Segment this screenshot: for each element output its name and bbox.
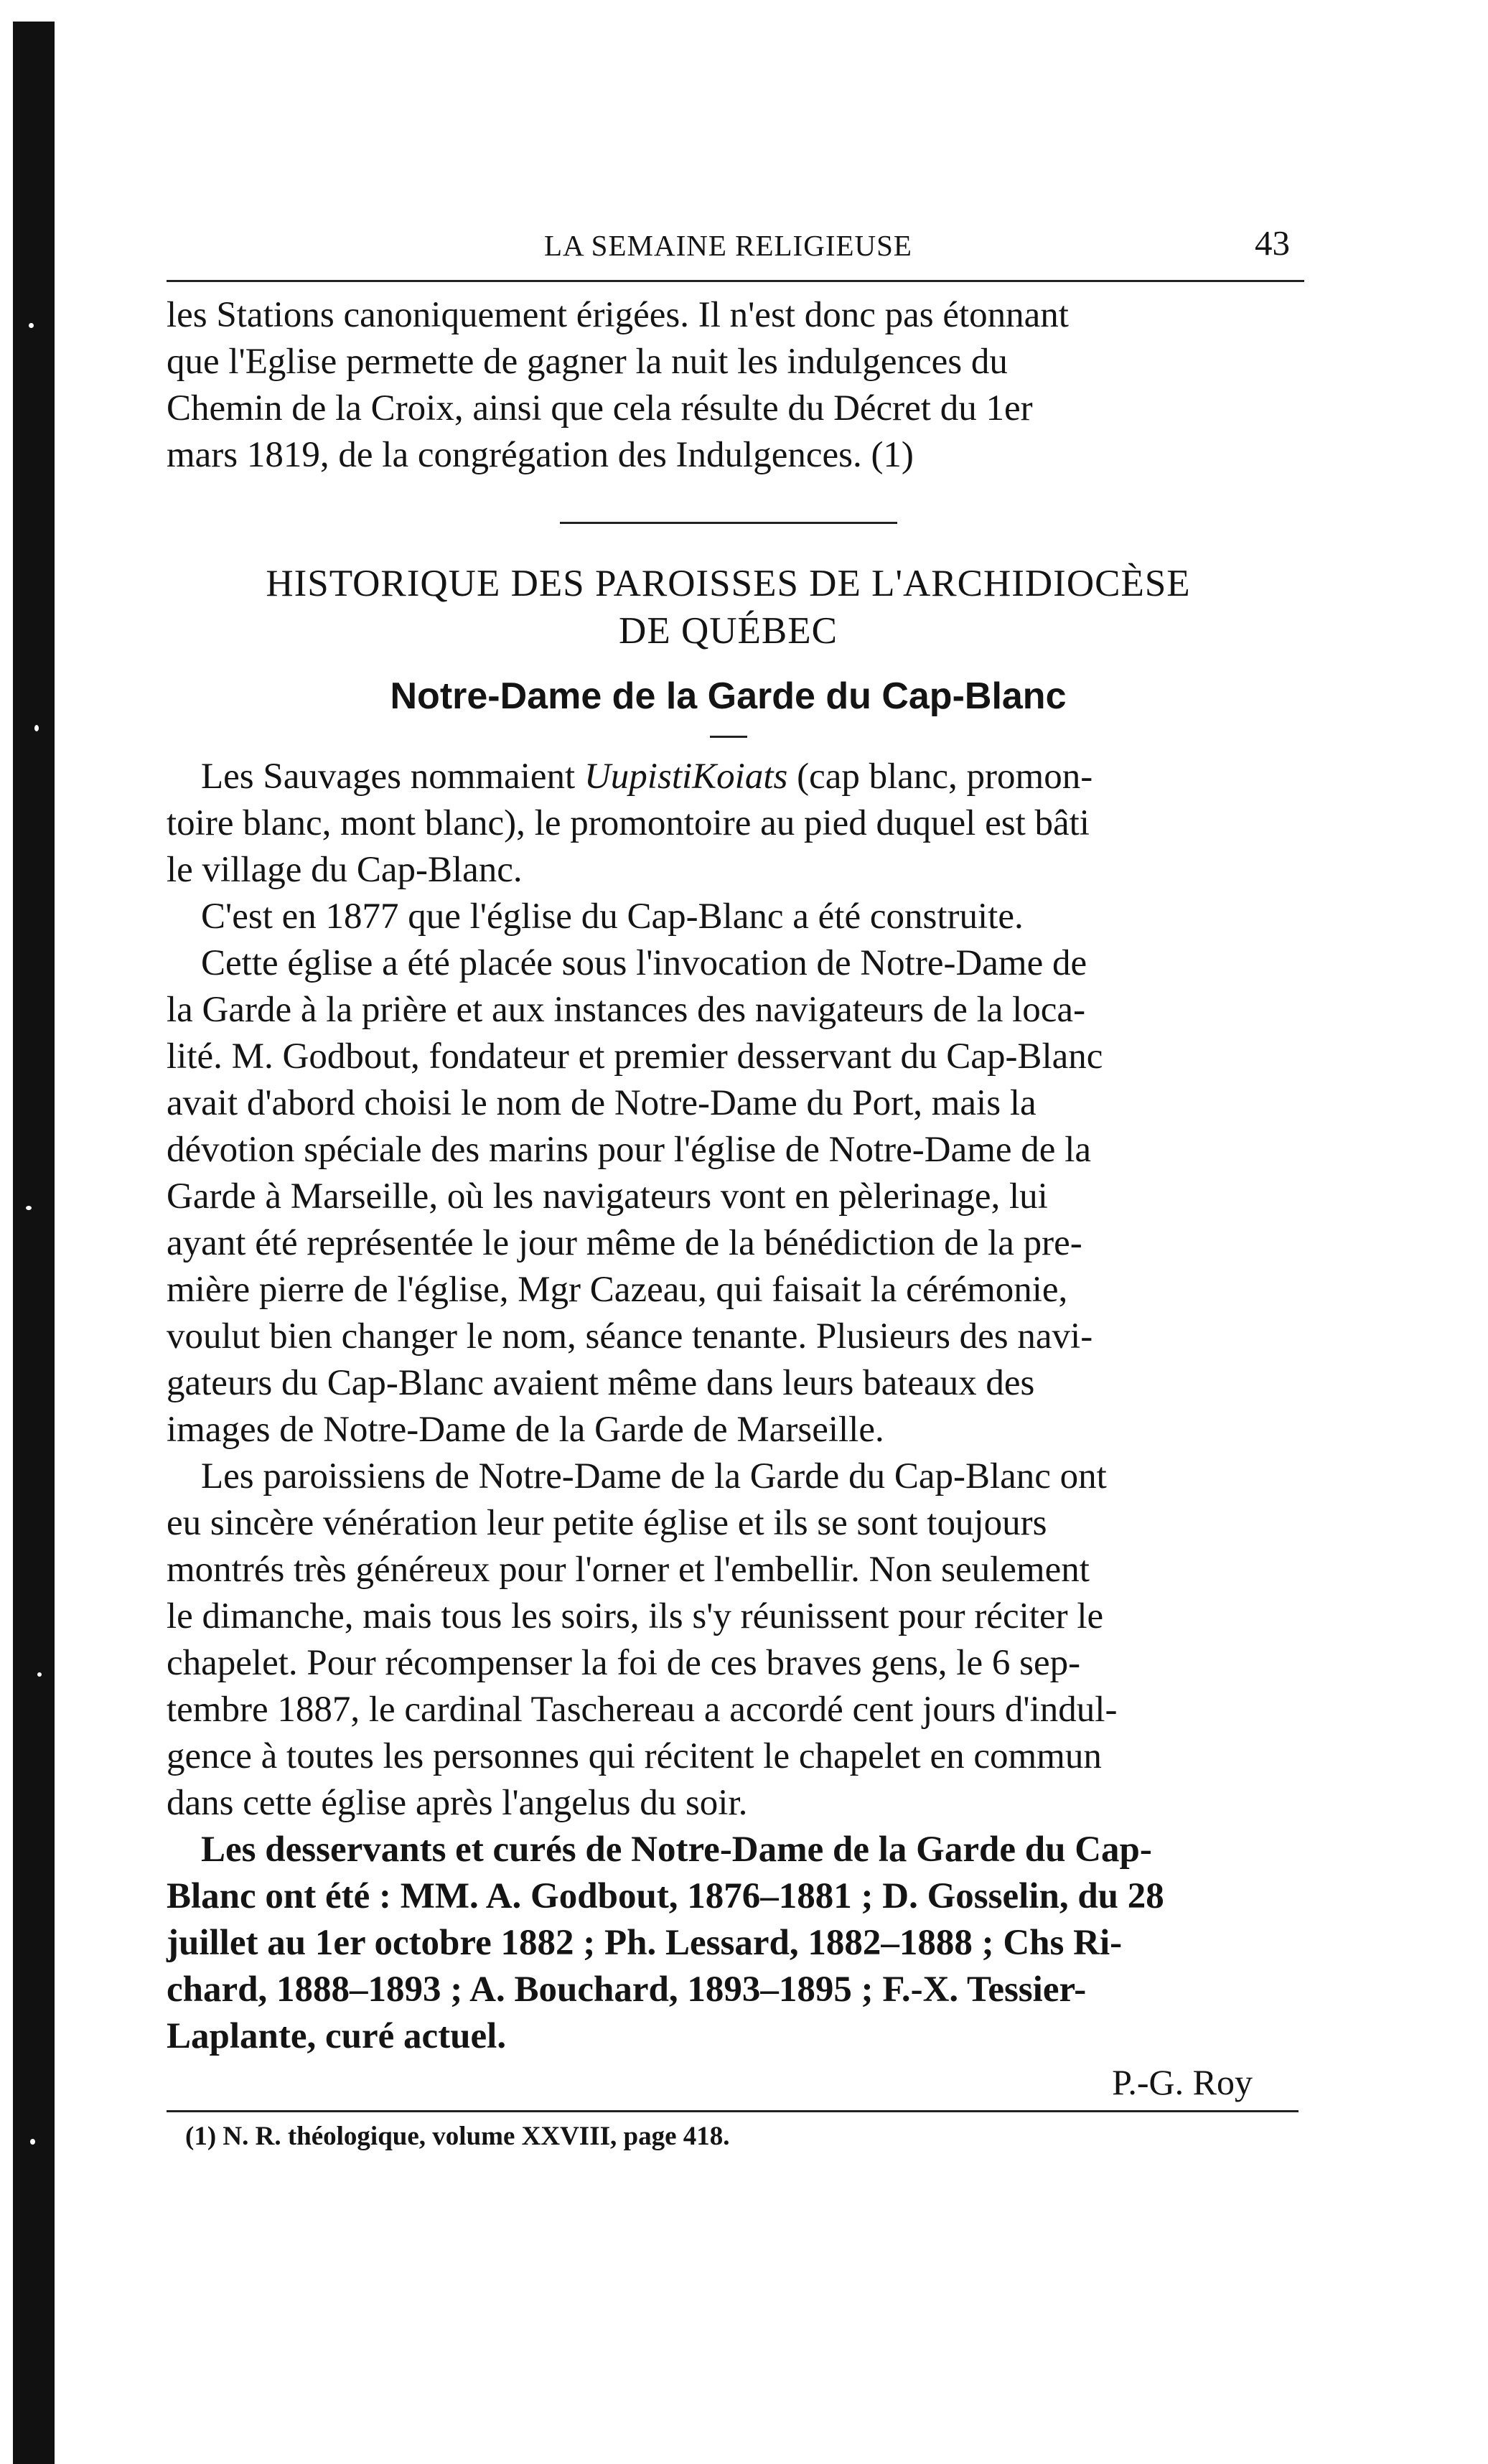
article-title bbox=[167, 560, 1290, 655]
page-content bbox=[167, 215, 1290, 2152]
paragraph-4 bbox=[167, 1453, 1290, 1827]
intro-paragraph bbox=[167, 292, 1290, 479]
author-signature: P.-G. Roy bbox=[1112, 2062, 1253, 2102]
text-line: lité. M. Godbout, fondateur et premier desservant du Cap-Blanc bbox=[167, 1036, 1103, 1077]
text-line: tembre 1887, le cardinal Taschereau a accordé cent jours d'indul- bbox=[167, 1690, 1118, 1730]
text-line: voulut bien changer le nom, séance tenante. Plusieurs des navi- bbox=[167, 1316, 1093, 1357]
article-title-line: DE QUÉBEC bbox=[619, 610, 838, 652]
text-line: gence à toutes les personnes qui récitent le chapelet en commun bbox=[167, 1736, 1102, 1776]
text-line: juillet au 1er octobre 1882 ; Ph. Lessard, 1882–1888 ; Chs Ri- bbox=[167, 1923, 1123, 1963]
section-divider bbox=[560, 522, 897, 524]
article-title-line: HISTORIQUE DES PAROISSES DE L'ARCHIDIOCÈSE bbox=[266, 563, 1191, 604]
text-line: Les paroissiens de Notre-Dame de la Garde du Cap-Blanc ont bbox=[201, 1456, 1107, 1496]
text-line: mars 1819, de la congrégation des Indulgences. (1) bbox=[167, 435, 914, 475]
edge-speck bbox=[37, 1672, 42, 1677]
text-line: Chemin de la Croix, ainsi que cela résulte du Décret du 1er bbox=[167, 388, 1033, 428]
text-line: eu sincère vénération leur petite église et ils se sont toujours bbox=[167, 1503, 1047, 1543]
text-line: dévotion spéciale des marins pour l'église de Notre-Dame de la bbox=[167, 1130, 1091, 1170]
footnote: (1) N. R. théologique, volume XXVIII, page 418. bbox=[185, 2122, 730, 2151]
text-line bbox=[167, 754, 1290, 800]
text-line: la Garde à la prière et aux instances des navigateurs de la loca- bbox=[167, 990, 1086, 1030]
edge-speck bbox=[26, 1206, 32, 1210]
text-line: le dimanche, mais tous les soirs, ils s'y réunissent pour réciter le bbox=[167, 1596, 1104, 1636]
subtitle-dash bbox=[710, 736, 747, 738]
edge-speck bbox=[30, 2139, 35, 2145]
text-line: chard, 1888–1893 ; A. Bouchard, 1893–1895 ; F.-X. Tessier- bbox=[167, 1969, 1087, 2010]
text-line: Cette église a été placée sous l'invocation de Notre-Dame de bbox=[201, 943, 1087, 983]
native-name: UupistiKoiats bbox=[584, 756, 788, 797]
text-run: Les Sauvages nommaient bbox=[201, 756, 584, 797]
text-line: chapelet. Pour récompenser la foi de ces braves gens, le 6 sep- bbox=[167, 1643, 1081, 1683]
text-line: le village du Cap-Blanc. bbox=[167, 850, 523, 890]
text-line: dans cette église après l'angelus du soir. bbox=[167, 1783, 748, 1823]
text-line: images de Notre-Dame de la Garde de Marseille. bbox=[167, 1410, 884, 1450]
text-line: ayant été représentée le jour même de la bénédiction de la pre- bbox=[167, 1223, 1082, 1263]
text-line: mière pierre de l'église, Mgr Cazeau, qui faisait la cérémonie, bbox=[167, 1270, 1068, 1310]
paragraph-1 bbox=[167, 754, 1290, 894]
paragraph-2: C'est en 1877 que l'église du Cap-Blanc a été construite. bbox=[201, 896, 1024, 937]
running-title: LA SEMAINE RELIGIEUSE bbox=[544, 229, 912, 262]
paragraph-3 bbox=[167, 940, 1290, 1453]
edge-speck bbox=[34, 725, 39, 731]
paragraph-5 bbox=[167, 1827, 1290, 2060]
text-line: les Stations canoniquement érigées. Il n'est donc pas étonnant bbox=[167, 295, 1069, 335]
text-line: gateurs du Cap-Blanc avaient même dans leurs bateaux des bbox=[167, 1363, 1035, 1403]
page-number: 43 bbox=[1255, 223, 1290, 263]
text-line: avait d'abord choisi le nom de Notre-Dame du Port, mais la bbox=[167, 1083, 1037, 1123]
scanned-page-edge bbox=[13, 22, 55, 2464]
header-rule bbox=[167, 280, 1304, 282]
text-line: que l'Eglise permette de gagner la nuit les indulgences du bbox=[167, 342, 1008, 382]
text-line: montrés très généreux pour l'orner et l'embellir. Non seulement bbox=[167, 1550, 1090, 1590]
text-line: Garde à Marseille, où les navigateurs vont en pèlerinage, lui bbox=[167, 1176, 1048, 1217]
article-subtitle: Notre-Dame de la Garde du Cap-Blanc bbox=[390, 675, 1067, 717]
text-run: (cap blanc, promon- bbox=[787, 756, 1093, 797]
text-line: Laplante, curé actuel. bbox=[167, 2016, 507, 2056]
text-line: toire blanc, mont blanc), le promontoire au pied duquel est bâti bbox=[167, 803, 1090, 843]
edge-speck bbox=[29, 323, 34, 328]
running-header bbox=[167, 215, 1290, 280]
text-line: Les desservants et curés de Notre-Dame de la Garde du Cap- bbox=[201, 1830, 1152, 1870]
footnote-rule bbox=[167, 2110, 1299, 2112]
text-line: Blanc ont été : MM. A. Godbout, 1876–1881 ; D. Gosselin, du 28 bbox=[167, 1876, 1164, 1916]
